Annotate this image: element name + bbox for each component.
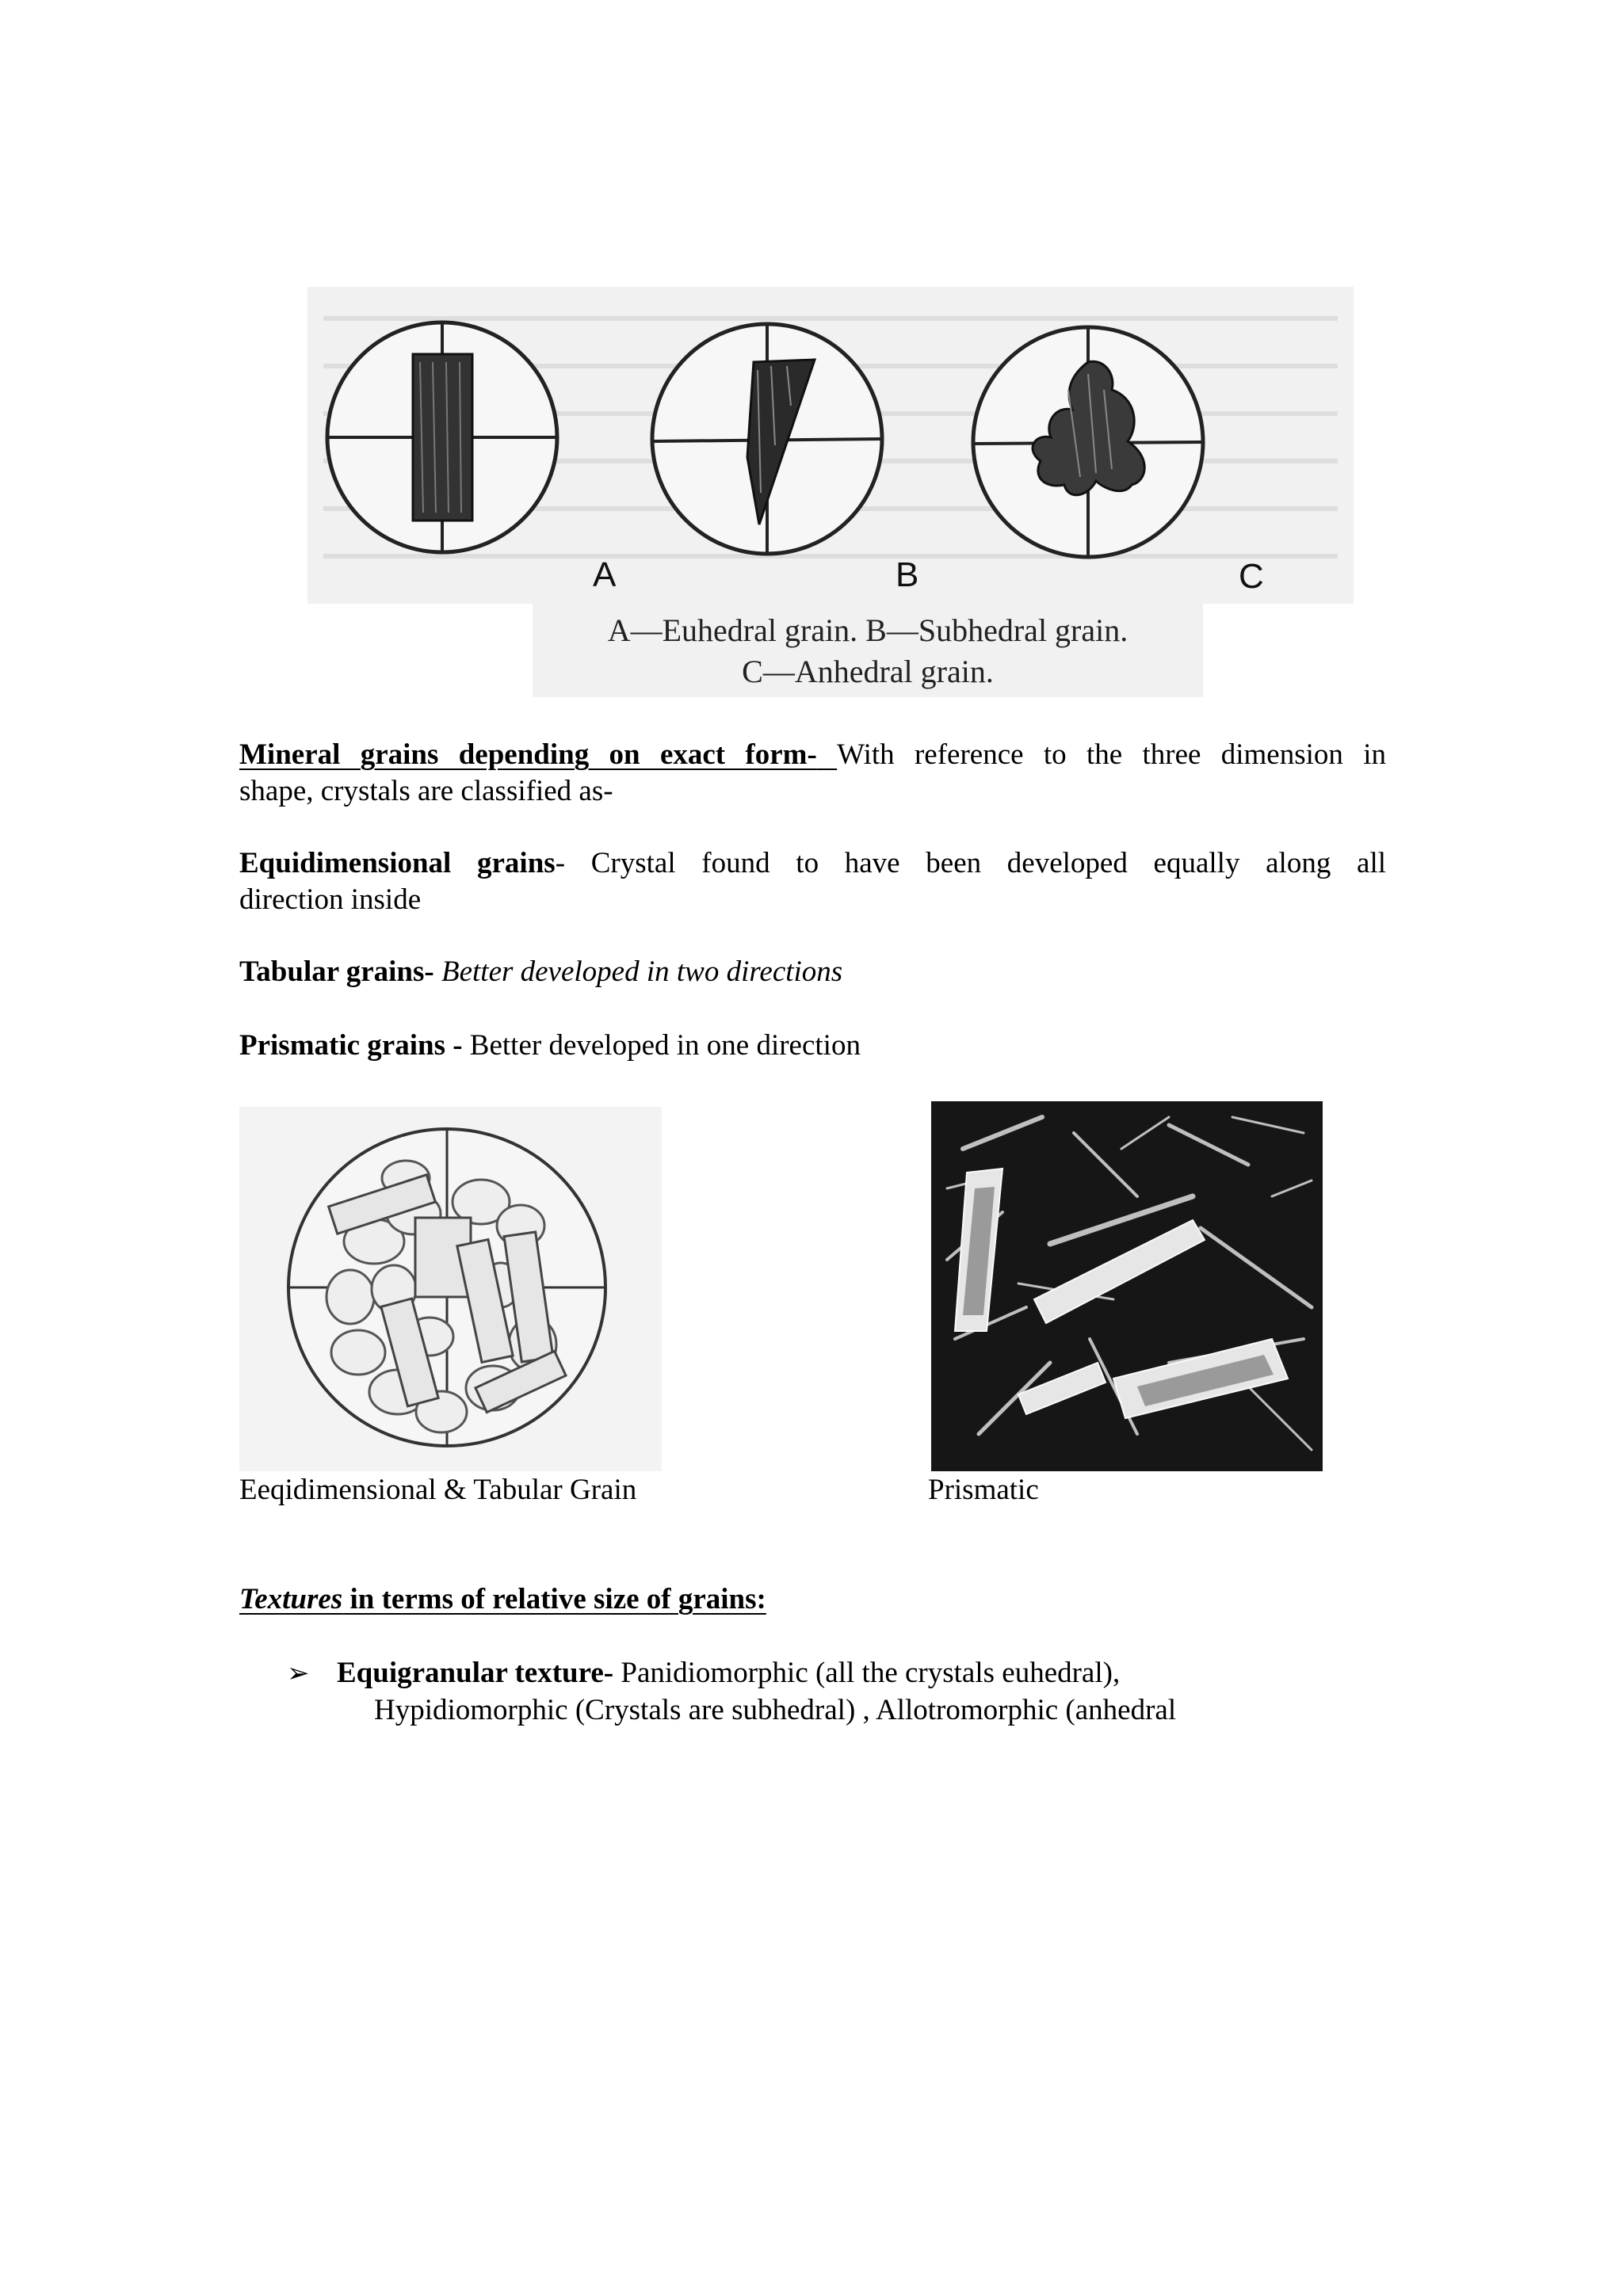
arrow-bullet-icon: ➢ (287, 1659, 310, 1688)
equigranular-line-1: Panidiomorphic (all the crystals euhedral), (621, 1657, 1121, 1689)
caption-line-1: A—Euhedral grain. B—Subhedral grain. (607, 612, 1128, 648)
equidimensional-tabular-figure (239, 1107, 662, 1471)
textures-heading-rest: in terms of relative size of grains: (342, 1583, 766, 1615)
exact-form-heading: Mineral grains depending on exact form- (239, 738, 817, 771)
exact-form-intro-2: shape, crystals are classified as- (239, 775, 613, 807)
equigranular-item (287, 1655, 1381, 1729)
left-figure-caption: Eeqidimensional & Tabular Grain (239, 1474, 637, 1506)
textures-heading-italic: Textures (239, 1583, 343, 1615)
prismatic-photo (931, 1101, 1323, 1471)
label-c: C (1239, 557, 1264, 596)
equigranular-line-2: Hypidiomorphic (Crystals are subhedral) , Allotromorphic (anhedral (374, 1694, 1177, 1726)
equidimensional-term: Equidimensional grains (239, 847, 556, 879)
prismatic-paragraph (239, 1028, 861, 1064)
euhedral-circle (327, 322, 557, 552)
equidimensional-desc-1: Crystal found to have been developed equally along all (590, 847, 1387, 879)
caption-line-2: C—Anhedral grain. (742, 654, 994, 689)
exact-form-intro-1: With reference to the three dimension in (837, 738, 1387, 771)
grain-form-diagram (307, 287, 1354, 604)
grain-form-figure (307, 287, 1354, 604)
textures-heading (239, 1581, 766, 1618)
right-figure-caption: Prismatic (928, 1474, 1039, 1506)
tabular-desc: Better developed in two directions (441, 955, 843, 988)
label-b: B (896, 555, 919, 594)
equigranular-term: Equigranular texture- (337, 1657, 614, 1689)
subhedral-circle (652, 322, 882, 554)
equidimensional-tabular-diagram (239, 1107, 662, 1471)
prismatic-term: Prismatic grains - (239, 1029, 463, 1062)
equidimensional-desc-2: direction inside (239, 883, 422, 916)
label-a: A (593, 555, 617, 594)
prismatic-desc: Better developed in one direction (469, 1029, 861, 1062)
tabular-term: Tabular grains- (239, 955, 434, 988)
tabular-paragraph (239, 954, 842, 990)
grain-form-caption (533, 604, 1203, 697)
prismatic-figure (931, 1101, 1323, 1471)
equidimensional-paragraph (239, 845, 1386, 918)
exact-form-paragraph (239, 737, 1386, 810)
equidimensional-sep: - (555, 847, 566, 879)
anhedral-circle (973, 326, 1203, 557)
